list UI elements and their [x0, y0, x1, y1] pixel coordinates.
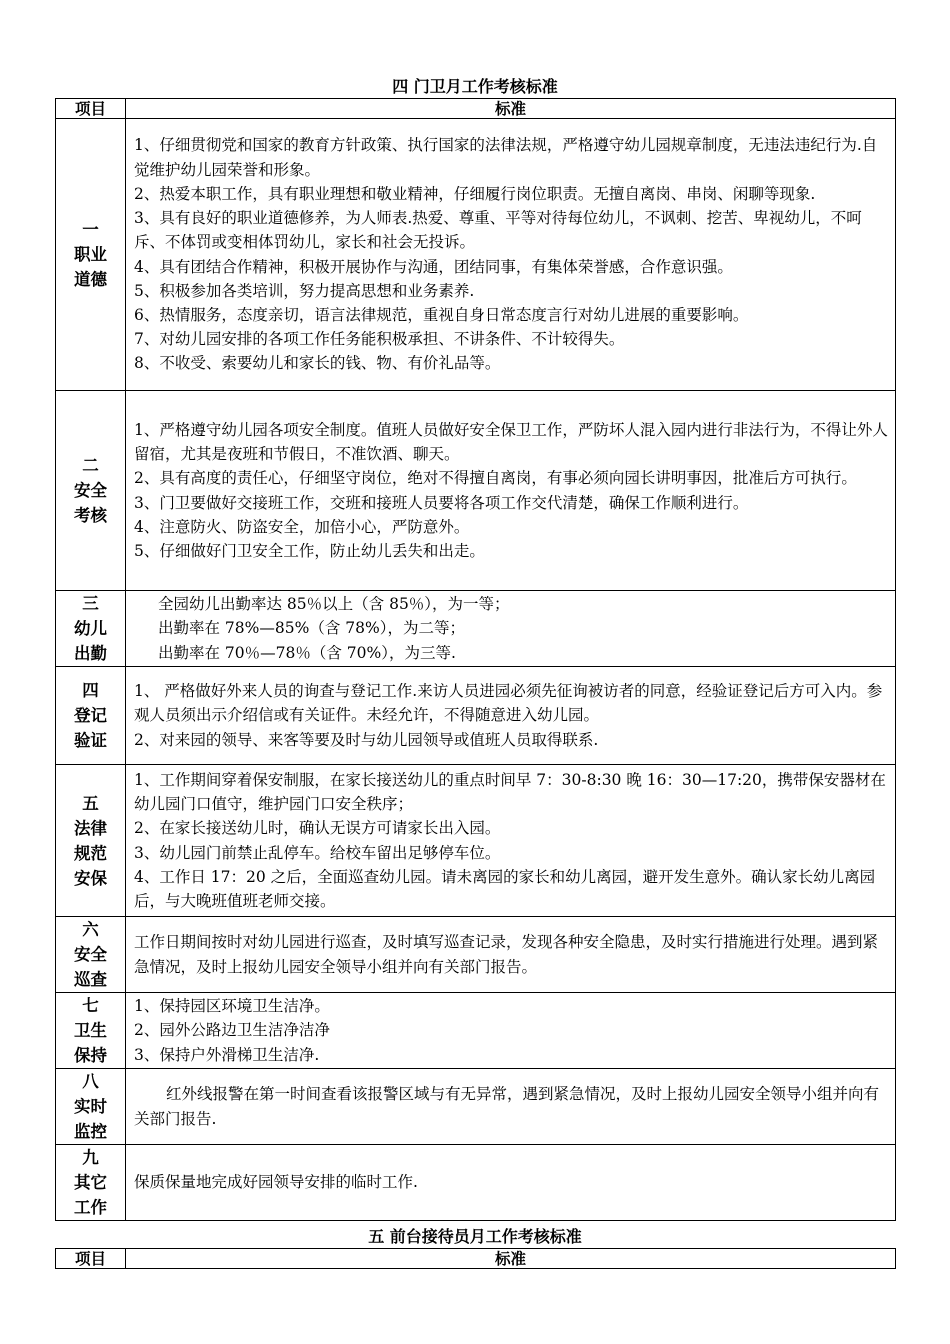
- table-row: [56, 917, 896, 993]
- column-header-standard: 标准: [126, 99, 896, 119]
- row-item-label: 一 职业 道德: [56, 119, 126, 391]
- row-standard-text: 红外线报警在第一时间查看该报警区域与有无异常，遇到紧急情况，及时上报幼儿园安全领导小组并向有关部门报告.: [126, 1069, 896, 1145]
- row-item-label: 四 登记 验证: [56, 667, 126, 765]
- table-header-row: [56, 99, 896, 119]
- section-4-title: 四 门卫月工作考核标准: [392, 77, 558, 96]
- section-5-title: 五 前台接待员月工作考核标准: [368, 1227, 582, 1246]
- row-item-label: 七 卫生 保持: [56, 993, 126, 1069]
- column-header-standard: 标准: [126, 1249, 896, 1269]
- row-standard-text: 1、严格遵守幼儿园各项安全制度。值班人员做好安全保卫工作，严防坏人混入园内进行非法行为，不得让外人留宿，尤其是夜班和节假日，不准饮酒、聊天。 2、具有高度的责任心，仔细坚守岗位，绝对不得擅自离岗，有事必须向园长讲明事因，批准后方可执行。 3、门卫要做好交接班工作，交班和接班人员要将各项工作交代清楚，确保工作顺利进行。 4、注意防火、防盗安全，加倍小心，严防意外。 5、仔细做好门卫安全工作，防止幼儿丢失和出走。: [126, 391, 896, 591]
- table-header-row: [56, 1249, 896, 1269]
- row-standard-text: 保质保量地完成好园领导安排的临时工作.: [126, 1145, 896, 1221]
- column-header-item: 项目: [56, 99, 126, 119]
- row-item-label: 六 安全 巡查: [56, 917, 126, 993]
- row-item-label: 三 幼儿 出勤: [56, 591, 126, 667]
- row-standard-text: 全园幼儿出勤率达 85％以上（含 85％），为一等； 出勤率在 78%—85%（含 78%），为二等； 出勤率在 70％—78％（含 70%），为三等.: [126, 591, 896, 667]
- row-standard-text: 1、工作期间穿着保安制服，在家长接送幼儿的重点时间早 7：30-8:30 晚 16：30—17:20，携带保安器材在幼儿园门口值守，维护园门口安全秩序； 2、在家长接送幼儿时，确认无误方可请家长出入园。 3、幼儿园门前禁止乱停车。给校车留出足够停车位。 4、工作日 17：20 之后，全面巡查幼儿园。请未离园的家长和幼儿离园，避开发生意外。确认家长幼儿离园后，与大晚班值班老师交接。: [126, 765, 896, 917]
- table-row: [56, 391, 896, 591]
- table-row: [56, 591, 896, 667]
- row-item-label: 五 法律 规范 安保: [56, 765, 126, 917]
- row-standard-text: 1、保持园区环境卫生洁净。 2、园外公路边卫生洁净洁净 3、保持户外滑梯卫生洁净.: [126, 993, 896, 1069]
- table-row: [56, 765, 896, 917]
- row-item-label: 二 安全 考核: [56, 391, 126, 591]
- row-standard-text: 1、 严格做好外来人员的询查与登记工作.来访人员进园必须先征询被访者的同意，经验证登记后方可入内。参观人员须出示介绍信或有关证件。未经允许，不得随意进入幼儿园。 2、对来园的领导、来客等要及时与幼儿园领导或值班人员取得联系.: [126, 667, 896, 765]
- row-item-label: 九 其它 工作: [56, 1145, 126, 1221]
- document-page: [55, 76, 895, 1269]
- gatekeeper-standards-table: [55, 98, 896, 1221]
- table-row: [56, 667, 896, 765]
- receptionist-standards-table: [55, 1248, 896, 1269]
- table-row: [56, 1069, 896, 1145]
- row-standard-text: 1、仔细贯彻党和国家的教育方针政策、执行国家的法律法规，严格遵守幼儿园规章制度，无违法违纪行为.自觉维护幼儿园荣誉和形象。 2、热爱本职工作，具有职业理想和敬业精神，仔细履行岗位职责。无擅自离岗、串岗、闲聊等现象. 3、具有良好的职业道德修养，为人师表.热爱、尊重、平等对待每位幼儿，不讽刺、挖苦、卑视幼儿，不呵斥、不体罚或变相体罚幼儿，家长和社会无投诉。 4、具有团结合作精神，积极开展协作与沟通，团结同事，有集体荣誉感，合作意识强。 5、积极参加各类培训，努力提高思想和业务素养. 6、热情服务，态度亲切，语言法律规范，重视自身日常态度言行对幼儿进展的重要影响。 7、对幼儿园安排的各项工作任务能积极承担、不讲条件、不计较得失。 8、不收受、索要幼儿和家长的钱、物、有价礼品等。: [126, 119, 896, 391]
- row-item-label: 八 实时 监控: [56, 1069, 126, 1145]
- table-row: [56, 1145, 896, 1221]
- row-standard-text: 工作日期间按时对幼儿园进行巡查，及时填写巡查记录，发现各种安全隐患，及时实行措施进行处理。遇到紧急情况，及时上报幼儿园安全领导小组并向有关部门报告。: [126, 917, 896, 993]
- table-row: [56, 119, 896, 391]
- column-header-item: 项目: [56, 1249, 126, 1269]
- table-row: [56, 993, 896, 1069]
